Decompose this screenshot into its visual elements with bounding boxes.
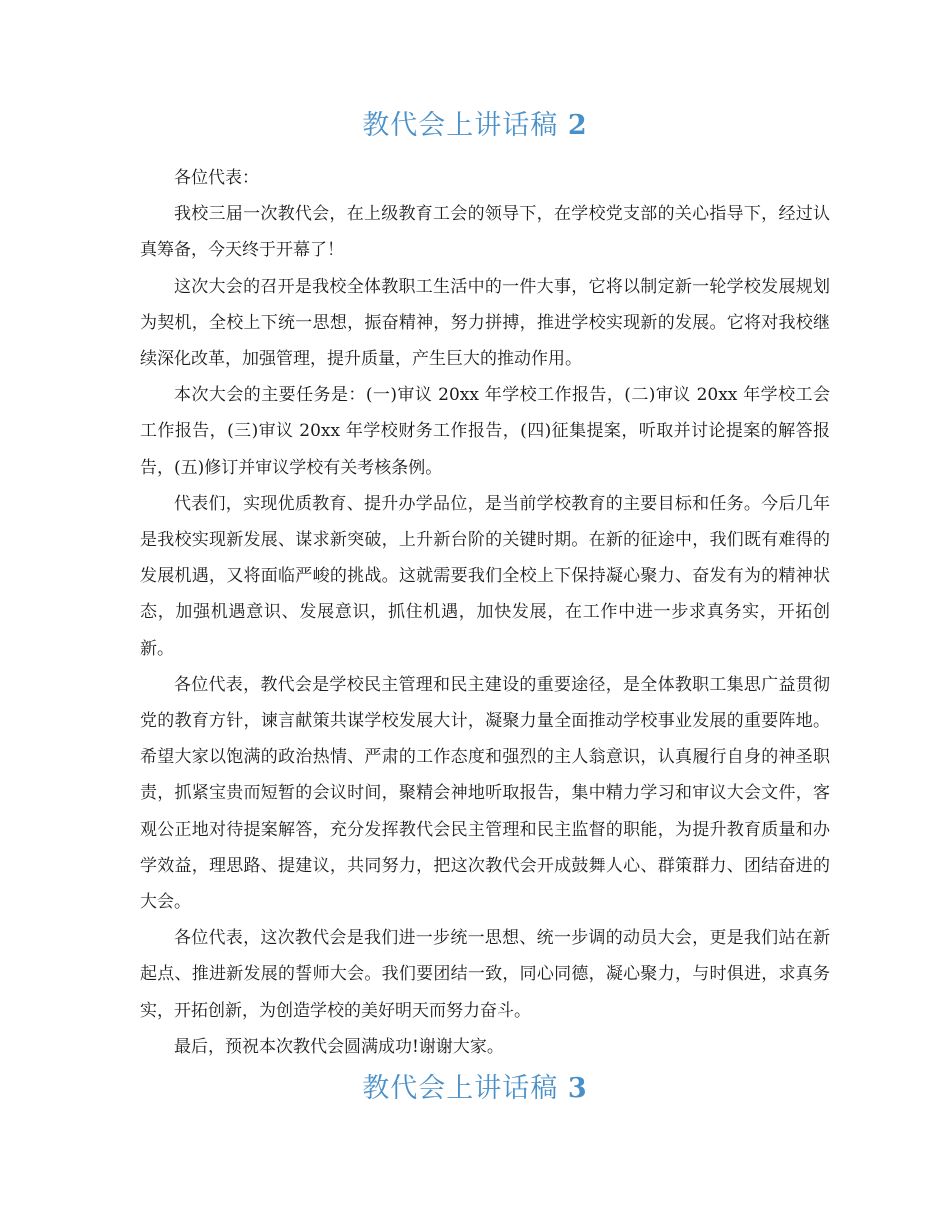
paragraph: 本次大会的主要任务是：(一)审议 20xx 年学校工作报告，(二)审议 20xx 年学校工会工作报告，(三)审议 20xx 年学校财务工作报告，(四)征集提案，听取并讨论提案的解答报告，(五)修订并审议学校有关考核条例。 bbox=[140, 385, 830, 478]
paragraph: 各位代表： bbox=[174, 168, 259, 188]
heading-text: 教代会上讲话稿 bbox=[362, 1073, 559, 1104]
paragraph: 最后，预祝本次教代会圆满成功!谢谢大家。 bbox=[174, 1036, 504, 1057]
paragraph: 我校三届一次教代会，在上级教育工会的领导下，在学校党支部的关心指导下，经过认真筹备，今天终于开幕了！ bbox=[140, 204, 830, 261]
paragraph: 各位代表，这次教代会是我们进一步统一思想、统一步调的动员大会，更是我们站在新起点、推进新发展的誓师大会。我们要团结一致，同心同德，凝心聚力，与时俱进，求真务实，开拓创新，为创造学校的美好明天而努力奋斗。 bbox=[140, 928, 830, 1021]
paragraph: 各位代表，教代会是学校民主管理和民主建设的重要途径，是全体教职工集思广益贯彻党的教育方针，谏言献策共谋学校发展大计，凝聚力量全面推动学校事业发展的重要阵地。希望大家以饱满的政治热情、严肃的工作态度和强烈的主人翁意识，认真履行自身的神圣职责，抓紧宝贵而短暂的会议时间，聚精会神地听取报告，集中精力学习和审议大会文件，客观公正地对待提案解答，充分发挥教代会民主管理和民主监督的职能，为提升教育质量和办学效益，理思路、提建议，共同努力，把这次教代会开成鼓舞人心、群策群力、团结奋进的大会。 bbox=[140, 674, 830, 913]
heading-number: 2 bbox=[567, 110, 588, 141]
section-heading bbox=[0, 1066, 950, 1105]
heading-number: 3 bbox=[567, 1073, 588, 1104]
heading-text: 教代会上讲话稿 bbox=[362, 110, 559, 141]
paragraph: 代表们，实现优质教育、提升办学品位，是当前学校教育的主要目标和任务。今后几年是我校实现新发展、谋求新突破，上升新台阶的关键时期。在新的征途中，我们既有难得的发展机遇，又将面临严峻的挑战。这就需要我们全校上下保持凝心聚力、奋发有为的精神状态，加强机遇意识、发展意识，抓住机遇，加快发展，在工作中进一步求真务实，开拓创新。 bbox=[140, 493, 830, 659]
section-heading bbox=[0, 103, 950, 142]
paragraph: 这次大会的召开是我校全体教职工生活中的一件大事，它将以制定新一轮学校发展规划为契机，全校上下统一思想，振奋精神，努力拼搏，推进学校实现新的发展。它将对我校继续深化改革，加强管理，提升质量，产生巨大的推动作用。 bbox=[140, 276, 830, 370]
speech-body bbox=[140, 160, 830, 1065]
